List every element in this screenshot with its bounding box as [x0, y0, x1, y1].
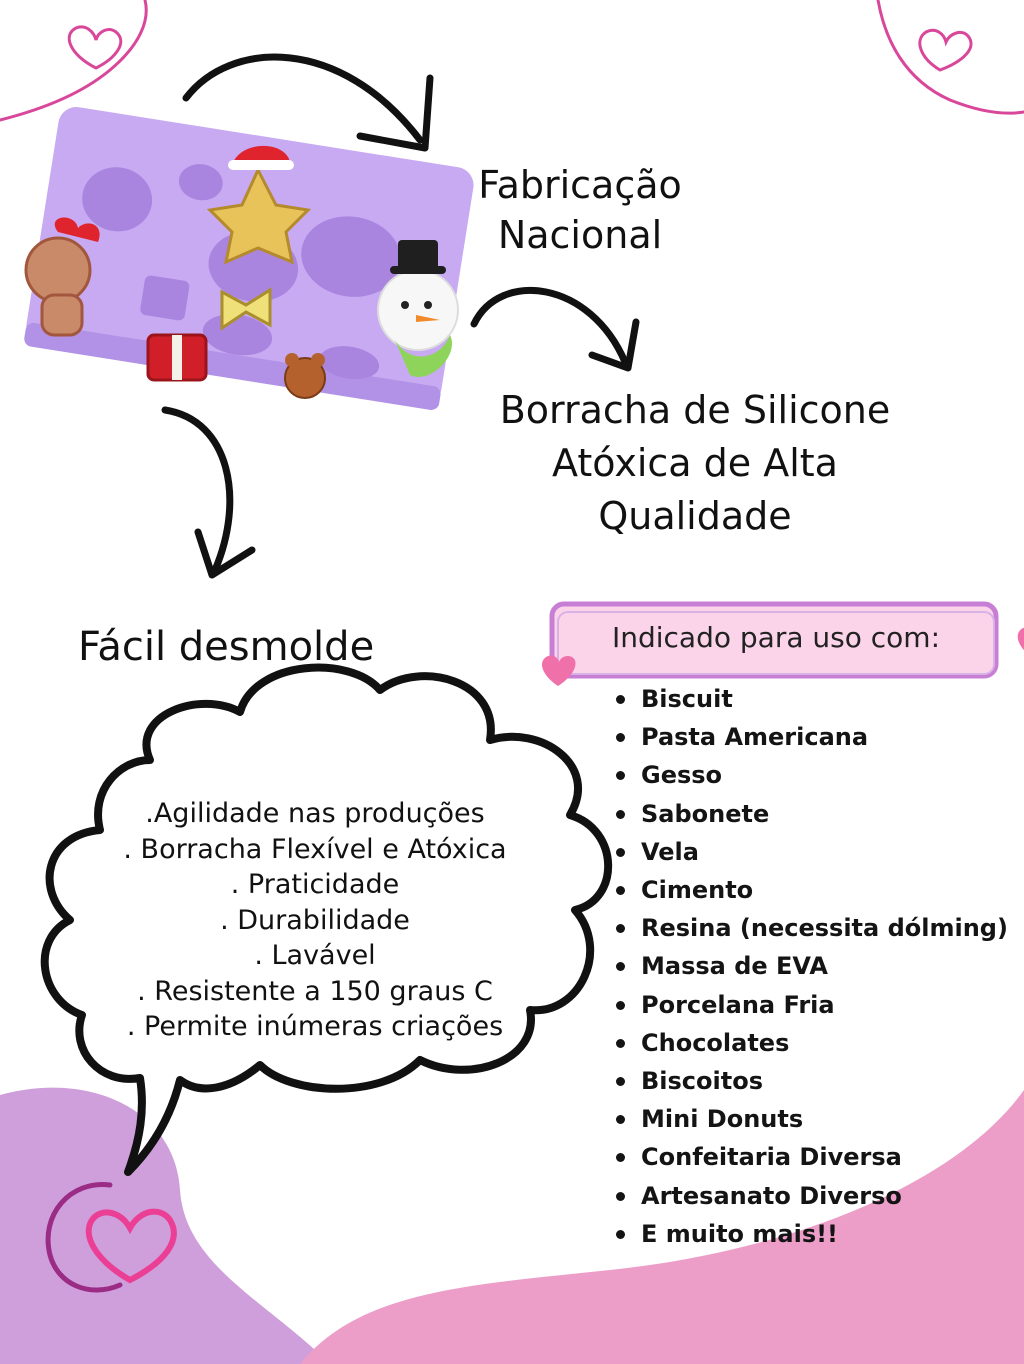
list-item: Biscoitos [610, 1062, 1008, 1100]
list-item: Porcelana Fria [610, 986, 1008, 1024]
facil-desmolde-text: Fácil desmolde [78, 624, 375, 670]
indicado-title: Indicado para uso com: [611, 621, 940, 654]
borracha-silicone-text [460, 384, 930, 543]
cloud-line: . Durabilidade [220, 904, 410, 936]
list-item: Resina (necessita dólming) [610, 909, 1008, 947]
list-item: Gesso [610, 756, 1008, 794]
list-item: Artesanato Diverso [610, 1177, 1008, 1215]
cloud-line: . Resistente a 150 graus C [137, 975, 493, 1007]
cloud-line: .Agilidade nas produções [145, 798, 485, 829]
cloud-line: . Borracha Flexível e Atóxica [123, 833, 507, 865]
fabricacao-line: Fabricação [478, 163, 682, 207]
list-item: Vela [610, 833, 1008, 871]
list-item: Mini Donuts [610, 1100, 1008, 1138]
borracha-line-1: Borracha de Silicone [499, 388, 891, 432]
cloud-line: . Lavável [254, 940, 376, 971]
nacional-line: Nacional [497, 213, 663, 257]
borracha-line-3: Qualidade [598, 494, 792, 538]
list-item: Confeitaria Diversa [610, 1138, 1008, 1176]
cloud-line: . Permite inúmeras criações [126, 1011, 504, 1042]
uses-list [610, 680, 1008, 1253]
cloud-line: . Praticidade [230, 869, 400, 900]
list-item: Cimento [610, 871, 1008, 909]
list-item: Chocolates [610, 1024, 1008, 1062]
borracha-line-2: Atóxica de Alta [552, 441, 838, 485]
list-item: Sabonete [610, 795, 1008, 833]
list-item: E muito mais!! [610, 1215, 1008, 1253]
cloud-benefits-text [95, 796, 535, 1045]
list-item: Pasta Americana [610, 718, 1008, 756]
list-item: Biscuit [610, 680, 1008, 718]
list-item: Massa de EVA [610, 947, 1008, 985]
fabricacao-nacional-text [440, 160, 720, 260]
